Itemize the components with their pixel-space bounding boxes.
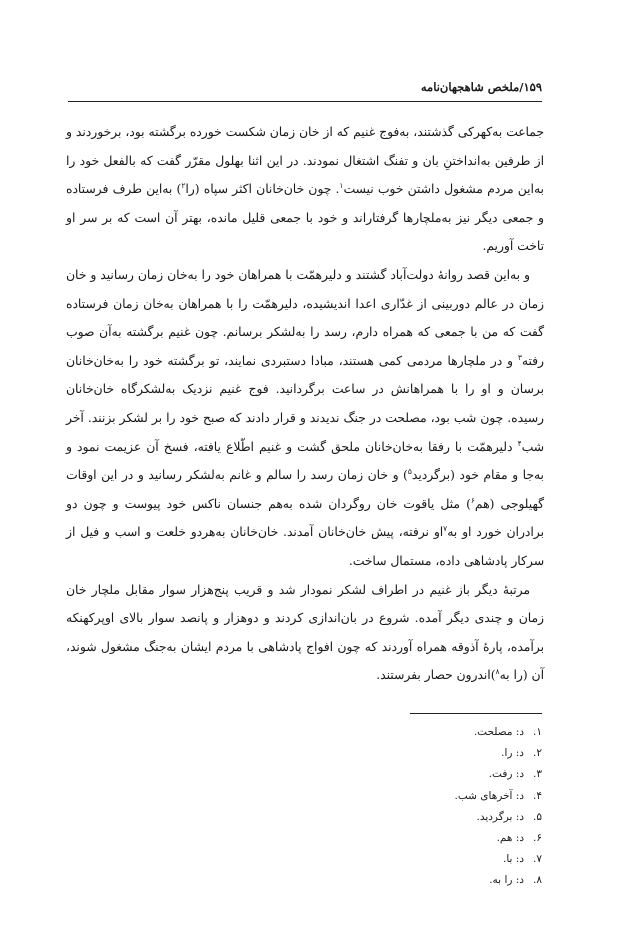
- footnote-number: ۶.: [533, 832, 542, 845]
- footnote-text: د: مصلحت.: [473, 726, 524, 738]
- footnote-marker: ۲: [181, 181, 186, 191]
- running-header: ۱۵۹/ملخص شاهجهان‌نامه: [420, 80, 542, 94]
- paragraph: [66, 261, 544, 576]
- footnote-number: ۲.: [533, 747, 542, 760]
- footnote-item: [300, 870, 542, 891]
- footnote-text: د: را به.: [489, 874, 524, 887]
- footnote-marker: ۷: [443, 524, 448, 534]
- text-segment: جماعت به‌کهرکی گذشتند، به‌فوج غنیم که از خان زمان شکست خورده برگشته بود، برخوردند و از طرفین به‌انداختنِ بان و تفنگ اشتغال نمودند. در این اثنا بهلول مقرّر گفت که بالفعل خود را به‌این مردم مشغول داشتن خوب نیست: [66, 125, 544, 197]
- footnote-marker: ۳: [517, 352, 522, 362]
- footnote-item: [300, 764, 542, 785]
- footnote-text: د: رفت.: [488, 768, 524, 781]
- footnote-item: [300, 722, 542, 743]
- footnote-text: د: برگردید.: [476, 810, 524, 823]
- text-segment: ) به‌این طرف فرستاده و جمعی دیگر نیز به‌ملچارها گرفتاراند و خود با جمعی قلیل مانده، بهتر آن است که بر سر او تاخت آوریم.: [66, 182, 544, 254]
- footnote-item: [300, 807, 542, 828]
- footnote-number: ۷.: [533, 853, 542, 866]
- text-segment: ) و خان زمان رسد را سالم و غانم به‌لشکر رسانید و در این اوقات گهیلوجی (هم: [66, 468, 544, 511]
- text-segment: ) مثل یاقوت خان روگردان شده به‌هم جنسان ناکس خود پیوست و چون دو برادران خورد او به: [66, 496, 544, 540]
- footnote-number: ۸.: [533, 874, 542, 887]
- footnote-marker: ۸: [495, 667, 500, 677]
- text-segment: )اندرون حصار بفرستند.: [376, 668, 496, 683]
- text-segment: . چون خان‌خانان اکثر سپاه (را: [185, 182, 340, 197]
- footnote-marker: ۶: [470, 495, 475, 505]
- footnote-text: د: را.: [501, 747, 524, 760]
- footnote-number: ۱.: [533, 726, 542, 738]
- footnote-item: [300, 743, 542, 764]
- footnote-text: د: هم.: [496, 832, 524, 845]
- footnote-item: [300, 849, 542, 870]
- footnote-item: [300, 786, 542, 807]
- paragraph: [66, 118, 544, 261]
- footnote-text: د: با.: [502, 853, 524, 866]
- header-rule: [68, 101, 542, 102]
- text-segment: و در ملچارها مردمی کمی هستند، مبادا دستبردی نمایند، تو برگشته خود را به‌خان‌خانان برسان و او را با همراهانش در ساعت برگردانید. فوج غنیم نزدیک به‌لشکرگاه خان‌خانان رسیده. چون شب بود، مصلحت در جنگ ندیدند و قرار دادند که صبح خود را بر لشکر بزنند. آخر شب: [66, 353, 544, 454]
- footnote-marker: ۴: [517, 438, 522, 448]
- footnote-marker: ۱: [339, 181, 344, 191]
- paragraph: [66, 576, 544, 690]
- footnote-number: ۳.: [533, 768, 542, 781]
- footnote-marker: ۵: [407, 467, 412, 477]
- footnote-item: [300, 828, 542, 849]
- main-text: [66, 118, 544, 690]
- text-segment: دلیرهمّت با رفقا به‌خان‌خانان ملحق گشت و غنیم اطّلاع یافته، فسخ آن عزیمت نمود و به‌جا و مقام خود (برگردید: [66, 439, 544, 483]
- text-segment: مرتبهٔ دیگر باز غنیم در اطراف لشکر نمودار شد و قریب پنج‌هزار سوار مقابل ملچار خان زمان و چندی دیگر آمده. شروع در بان‌اندازی کردند و دوهزار و پانصد سوار بالای اوپرکهنکه برآمده، پارهٔ آذوقه همراه آوردند که چون افواج پادشاهی با مردم ایشان به‌جنگ مشغول شوند، آن (را به: [66, 582, 544, 683]
- footnote-rule: [410, 713, 542, 714]
- text-segment: و به‌این قصد روانهٔ دولت‌آباد گشتند و دلیرهمّت با همراهان خود را به‌خان زمان رسانید و خان زمان در عالم دوربینی از غدّاری اعدا اندیشیده، دلیرهمّت را با همراهان به‌خان زمان فرستاده گفت که من با جمعی که همراه دارم، رسد را به‌لشکر برسانم. چون غنیم برگشته به‌آن صوب رفته: [66, 267, 544, 368]
- footnote-number: ۵.: [533, 810, 542, 823]
- text-segment: او نرفته، پیش خان‌خانان آمدند. خان‌خانان به‌هردو خلعت و اسب و فیل از سرکار پادشاهی داده، مستمال ساخت.: [66, 525, 544, 568]
- footnote-text: د: آخرهای شب.: [454, 789, 524, 802]
- footnote-number: ۴.: [533, 789, 542, 802]
- footnotes-list: [300, 722, 542, 892]
